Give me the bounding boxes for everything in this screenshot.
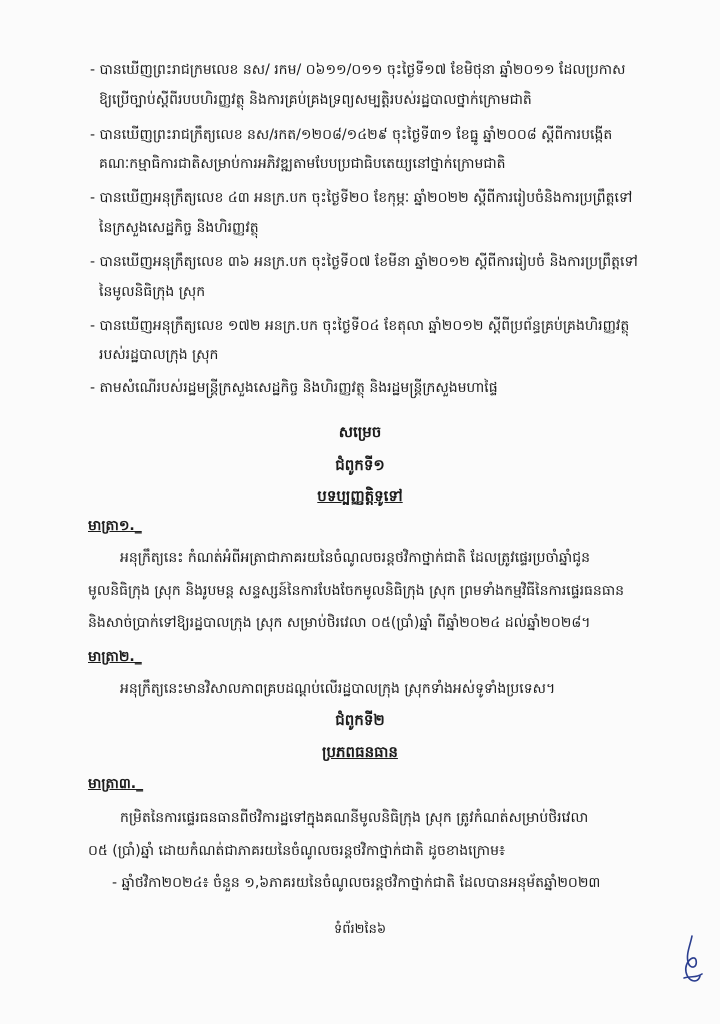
- preamble-item-5-line-2: របស់រដ្ឋបាលក្រុង ស្រុក: [99, 347, 219, 363]
- article-3-line-2: ០៥ (ប្រាំ)ឆ្នាំ ដោយកំណត់ជាភាគរយនៃចំណូលចរន្តថវិកាថ្នាក់ជាតិ ដូចខាងក្រោម៖: [88, 843, 506, 859]
- article-2-label-text: មាត្រា២._: [88, 649, 142, 665]
- article-1-line-3: និងសាច់ប្រាក់ទៅឱ្យរដ្ឋបាលក្រុង ស្រុក សម្រាប់ថិរវេលា ០៥(ប្រាំ)ឆ្នាំ ពីឆ្នាំ២០២៤ ដល់ឆ្នាំ២០២៨។: [88, 615, 591, 631]
- article-1-label-text: មាត្រា១._: [88, 518, 142, 534]
- article-1-line-1: អនុក្រឹត្យនេះ កំណត់អំពីអត្រាជាភាគរយនៃចំណូលចរន្តថវិកាថ្នាក់ជាតិ ដែលត្រូវផ្ទេរប្រចាំឆ្នាំជូន: [120, 550, 590, 566]
- chapter-2-subtitle: ប្រភពធនធាន: [322, 743, 398, 761]
- article-3-label-text: មាត្រា៣._: [88, 776, 144, 792]
- article-3-bullet: - ឆ្នាំថវិកា២០២៤៖ ចំនួន ១,៦ភាគរយនៃចំណូលចរន្តថវិកាថ្នាក់ជាតិ ដែលបានអនុម័តឆ្នាំ២០២៣: [112, 875, 601, 891]
- preamble-item-4-line-1: - បានឃើញអនុក្រឹត្យលេខ ៣៦ អនក្រ.បក ចុះថ្ងៃទី០៧ ខែមីនា ឆ្នាំ២០១២ ស្តីពីការរៀបចំ និងការប្រព្រឹត្តទៅ: [90, 254, 638, 270]
- preamble-item-3-line-1: - បានឃើញអនុក្រឹត្យលេខ ៤៣ អនក្រ.បក ចុះថ្ងៃទី២០ ខែកុម្ភៈ ឆ្នាំ២០២២ ស្តីពីការរៀបចំនិងការប្រព្រឹត្តទៅ: [90, 190, 633, 206]
- article-1-label: [88, 514, 142, 538]
- signature-initials: [676, 932, 706, 992]
- chapter-1-subtitle: បទប្បញ្ញត្តិទូទៅ: [317, 487, 403, 505]
- preamble-item-2-line-1: - បានឃើញព្រះរាជក្រឹត្យលេខ នស/រកត/១២០៨/១៤២៩ ចុះថ្ងៃទី៣១ ខែធ្នូ ឆ្នាំ២០០៨ ស្តីពីការបង្កើត: [90, 127, 613, 143]
- decision-heading: សម្រេច: [338, 423, 382, 441]
- chapter-1-title: ជំពូកទី១: [335, 456, 385, 474]
- preamble-item-3-line-2: នៃក្រសួងសេដ្ឋកិច្ច និងហិរញ្ញវត្ថុ: [99, 220, 259, 236]
- article-2-label: [88, 645, 142, 669]
- article-2-line-1: អនុក្រឹត្យនេះមានវិសាលភាពគ្របដណ្តប់លើរដ្ឋបាលក្រុង ស្រុកទាំងអស់ទូទាំងប្រទេស។: [120, 681, 556, 697]
- article-3-label: [88, 772, 143, 796]
- preamble-item-2-line-2: គណៈកម្មាធិការជាតិសម្រាប់ការអភិវឌ្ឍតាមបែបប្រជាធិបតេយ្យនៅថ្នាក់ក្រោមជាតិ: [99, 156, 506, 172]
- article-1-line-2: មូលនិធិក្រុង ស្រុក និងរូបមន្ត សន្ទស្សន៍នៃការបែងចែកមូលនិធិក្រុង ស្រុក ព្រមទាំងកម្មវិធីនៃការផ្ទេរធនធាន: [88, 583, 625, 599]
- preamble-item-1-line-1: - បានឃើញព្រះរាជក្រមលេខ នស/ រកម/ ០៦១១/០១១ ចុះថ្ងៃទី១៧ ខែមិថុនា ឆ្នាំ២០១១ ដែលប្រកាស: [90, 62, 626, 78]
- page-number: ទំព័រ២នៃ៦: [333, 922, 387, 937]
- preamble-item-1-line-2: ឱ្យប្រើច្បាប់ស្តីពីរបបហិរញ្ញវត្ថុ និងការគ្រប់គ្រងទ្រព្យសម្បត្តិរបស់រដ្ឋបាលថ្នាក់ក្រោមជាតិ: [99, 92, 532, 108]
- preamble-item-4-line-2: នៃមូលនិធិក្រុង ស្រុក: [99, 284, 206, 300]
- article-3-line-1: កម្រិតនៃការផ្ទេរធនធានពីថវិការដ្ឋទៅក្នុងគណនីមូលនិធិក្រុង ស្រុក ត្រូវកំណត់សម្រាប់ថិរវេលា: [120, 810, 589, 826]
- preamble-item-6-line-1: - តាមសំណើរបស់រដ្ឋមន្ត្រីក្រសួងសេដ្ឋកិច្ច និងហិរញ្ញវត្ថុ និងរដ្ឋមន្ត្រីក្រសួងមហាផ្ទៃ: [90, 380, 498, 396]
- preamble-item-5-line-1: - បានឃើញអនុក្រឹត្យលេខ ១៧២ អនក្រ.បក ចុះថ្ងៃទី០៤ ខែតុលា ឆ្នាំ២០១២ ស្តីពីប្រព័ន្ធគ្រប់គ្រងហិរញ្ញវត្ថុ: [90, 318, 630, 334]
- chapter-2-title: ជំពូកទី២: [335, 711, 385, 729]
